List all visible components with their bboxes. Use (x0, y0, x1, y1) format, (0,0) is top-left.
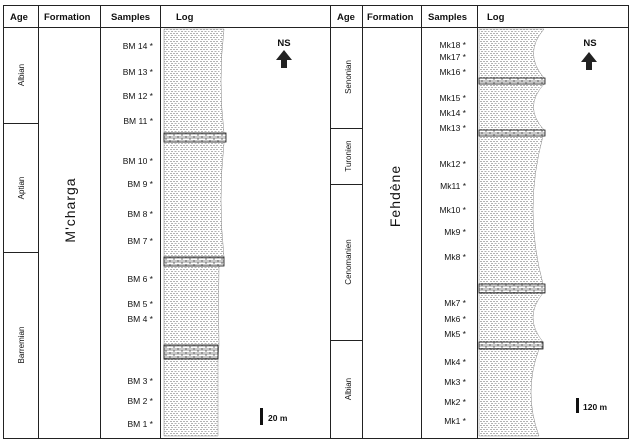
right-sample-0: Mk18 * (439, 40, 466, 50)
left-sample-0: BM 14 * (122, 41, 153, 51)
left-sample-9: BM 5 * (127, 299, 153, 309)
right-sample-2: Mk16 * (439, 67, 466, 77)
right-scale-label: 120 m (583, 402, 608, 412)
left-sample-8: BM 6 * (127, 274, 153, 284)
left-formation-name: M'charga (62, 177, 78, 243)
right-header-log: Log (487, 12, 505, 23)
left-sample-6: BM 8 * (127, 209, 153, 219)
right-age-albian: Albian (344, 377, 353, 401)
left-sample-13: BM 1 * (127, 419, 153, 429)
right-lithology-log (479, 29, 545, 436)
left-header-age: Age (10, 12, 28, 23)
left-age-albian: Albian (17, 63, 26, 87)
right-sample-list (440, 40, 467, 426)
right-sample-16: Mk2 * (444, 397, 466, 407)
left-north-arrow (276, 38, 292, 68)
left-shale-profile (164, 29, 224, 436)
right-sample-5: Mk13 * (439, 123, 466, 133)
left-sample-11: BM 3 * (127, 376, 153, 386)
right-sample-12: Mk6 * (444, 314, 466, 324)
left-lithology-log (164, 29, 226, 436)
right-sample-3: Mk15 * (439, 93, 466, 103)
left-header-samples: Samples (111, 12, 151, 23)
right-north-arrow (581, 38, 597, 70)
right-sample-17: Mk1 * (444, 416, 466, 426)
column-dividers (39, 6, 478, 439)
right-age-senonian: Senonian (344, 60, 353, 94)
right-sample-13: Mk5 * (444, 329, 466, 339)
right-limestone-bed-3 (479, 342, 543, 349)
right-limestone-bed-0 (479, 78, 545, 84)
right-age-cenomanien: Cenomanien (344, 239, 353, 285)
left-sample-4: BM 10 * (122, 156, 153, 166)
left-header-log: Log (176, 12, 194, 23)
right-age-turonien: Turonien (344, 140, 353, 172)
right-north-label: NS (583, 38, 597, 49)
left-scale-label: 20 m (268, 413, 288, 423)
right-sample-11: Mk7 * (444, 298, 466, 308)
left-age-aptian: Aptian (17, 176, 26, 200)
left-sample-list (123, 41, 154, 429)
right-sample-10: Mk8 * (444, 252, 466, 262)
right-north-arrow-icon (581, 52, 597, 70)
right-sample-4: Mk14 * (439, 108, 466, 118)
left-sample-7: BM 7 * (127, 236, 153, 246)
left-header-formation: Formation (44, 12, 91, 23)
left-scale-bar (260, 408, 288, 425)
right-limestone-bed-2 (479, 284, 545, 293)
right-scale-bar (576, 398, 608, 413)
right-scale-bar-line (576, 398, 579, 413)
left-age-barremian: Barremian (17, 326, 26, 364)
right-header-age: Age (337, 12, 355, 23)
right-sample-7: Mk11 * (440, 181, 466, 191)
right-sample-8: Mk10 * (439, 205, 466, 215)
right-sample-9: Mk9 * (444, 227, 466, 237)
right-limestone-bed-1 (479, 130, 545, 136)
left-sample-2: BM 12 * (122, 91, 153, 101)
right-formation-name: Fehdène (387, 164, 403, 228)
right-sample-14: Mk4 * (444, 357, 466, 367)
right-header-formation: Formation (367, 12, 414, 23)
right-sample-15: Mk3 * (444, 377, 466, 387)
left-scale-bar-line (260, 408, 263, 425)
left-sample-5: BM 9 * (127, 179, 153, 189)
left-sample-12: BM 2 * (127, 396, 153, 406)
left-sample-10: BM 4 * (127, 314, 153, 324)
left-sample-1: BM 13 * (122, 67, 153, 77)
left-north-arrow-icon (276, 50, 292, 68)
left-north-label: NS (277, 38, 291, 49)
right-header-samples: Samples (428, 12, 468, 23)
left-limestone-bed-0 (164, 133, 226, 142)
left-limestone-bed-1 (164, 257, 224, 266)
right-sample-6: Mk12 * (439, 159, 466, 169)
left-limestone-bed-2 (164, 345, 218, 359)
right-sample-1: Mk17 * (439, 52, 466, 62)
right-shale-profile (479, 29, 544, 436)
left-sample-3: BM 11 * (123, 116, 153, 126)
